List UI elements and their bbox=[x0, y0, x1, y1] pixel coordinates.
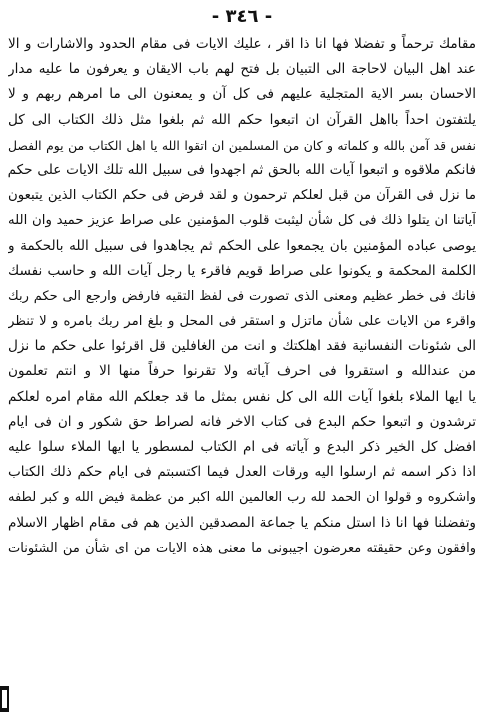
text-line: افضل كل الخير ذكر البدع و آياته فى ام الكتاب لمسطور يا ايها الملاء سلوا عليه bbox=[8, 439, 476, 455]
body-text bbox=[8, 32, 476, 561]
text-line: واشكروه و قولوا ان الحمد لله رب العالمين الله اكبر من عظمة فيض الله و كبر لطفه bbox=[8, 490, 476, 506]
text-line: فانك فى خطر عظيم ومعنى الذى تصورت فى لفظ التقيه فارفض وارجع الى حكم ربك bbox=[8, 288, 476, 304]
text-line: يلتفتون احداً بااهل القرآن ان اتبعوا حكم الله ثم بلغوا مثل ذلك الكتاب الى كل bbox=[8, 111, 476, 128]
text-line: ترشدون و اتبعوا حكم البدع فى كتاب الاخر فانه لصراط حق شكور و ان فى ايام bbox=[8, 413, 476, 430]
text-line: مقامك ترحماً و تفضلا فها انا ذا اقر ، عليك الايات فى مقام الحدود والاشارات و الا bbox=[8, 36, 476, 52]
text-line: الى شئونات النفسانية فقد اهلكتك و انت من الغافلين قل اقرئوا على حكم ما نزل bbox=[8, 338, 476, 355]
text-line: عند اهل البيان لاحاجة الى التبيان بل فتح لهم باب الايقان و يعرفون ما عليه مدار bbox=[8, 61, 476, 78]
text-line: فانكم ملاقوه و اتبعوا آيات الله بالحق ثم اجهدوا فى سبيل الله تلك الايات على حكم bbox=[8, 161, 476, 178]
text-line: من عندالله و استقروا فى احرف آياته ولا تقرنوا حرفاً منها الا و انتم تعلمون bbox=[8, 363, 476, 380]
text-line: نفس قد آمن بالله و كلماته و كان من المسلمين ان اتقوا الله يا اهل الكتاب من يوم الفصل bbox=[8, 137, 476, 153]
text-line: وتفضلنا فها انا ذا استل منكم يا جماعة المصدقين الذين هم فى مقام اظهار الاسلام bbox=[8, 514, 476, 531]
page-number: - ٣٤٦ - bbox=[211, 6, 273, 27]
text-line: اذا ذكر اسمه ثم ارسلوا اليه ورقات العدل فيما اكتسبتم فى ايام حكم ذلك الكتاب bbox=[8, 464, 476, 481]
text-line: آياتنا ان يتلوا ذلك فى كل شأن ليثبت قلوب المؤمنين على صراط عزيز حميد وان الله bbox=[8, 213, 476, 229]
text-line: يا ايها الملاء بلغوا آيات الله الى كل نفس بمثل ما قد جعلكم الله مقام امره لعلكم bbox=[8, 388, 476, 405]
text-line: واقرء من الايات على شأن ماتزل و استقر فى المحل و بلغ امر ربك بامره و لا تنظر bbox=[8, 314, 476, 330]
text-line: ما نزل فى القرآن من قبل لعلكم ترحمون و لقد فرض فى حكم الكتاب الذين يتبعون bbox=[8, 188, 476, 204]
text-line: وافقون وعن حقيقته معرضون اجيبونى ما معنى هذه الايات من اى شأن من الشئونات bbox=[8, 540, 476, 556]
scan-edge-mark bbox=[0, 686, 9, 712]
text-line: الاحسان بسر الاية المتجلية عليهم فى كل آن و يمعنون الى ما امرهم ربهم و لا bbox=[8, 86, 476, 103]
text-line: الكلمة المحكمة و يكونوا على صراط قويم فاقرء يا رجل آيات الله و حاسب نفسك bbox=[8, 262, 476, 279]
text-line: يوصى عباده المؤمنين بان يجمعوا على الحكم ثم يجاهدوا فى سبيل الله بالحكمة و bbox=[8, 237, 476, 254]
